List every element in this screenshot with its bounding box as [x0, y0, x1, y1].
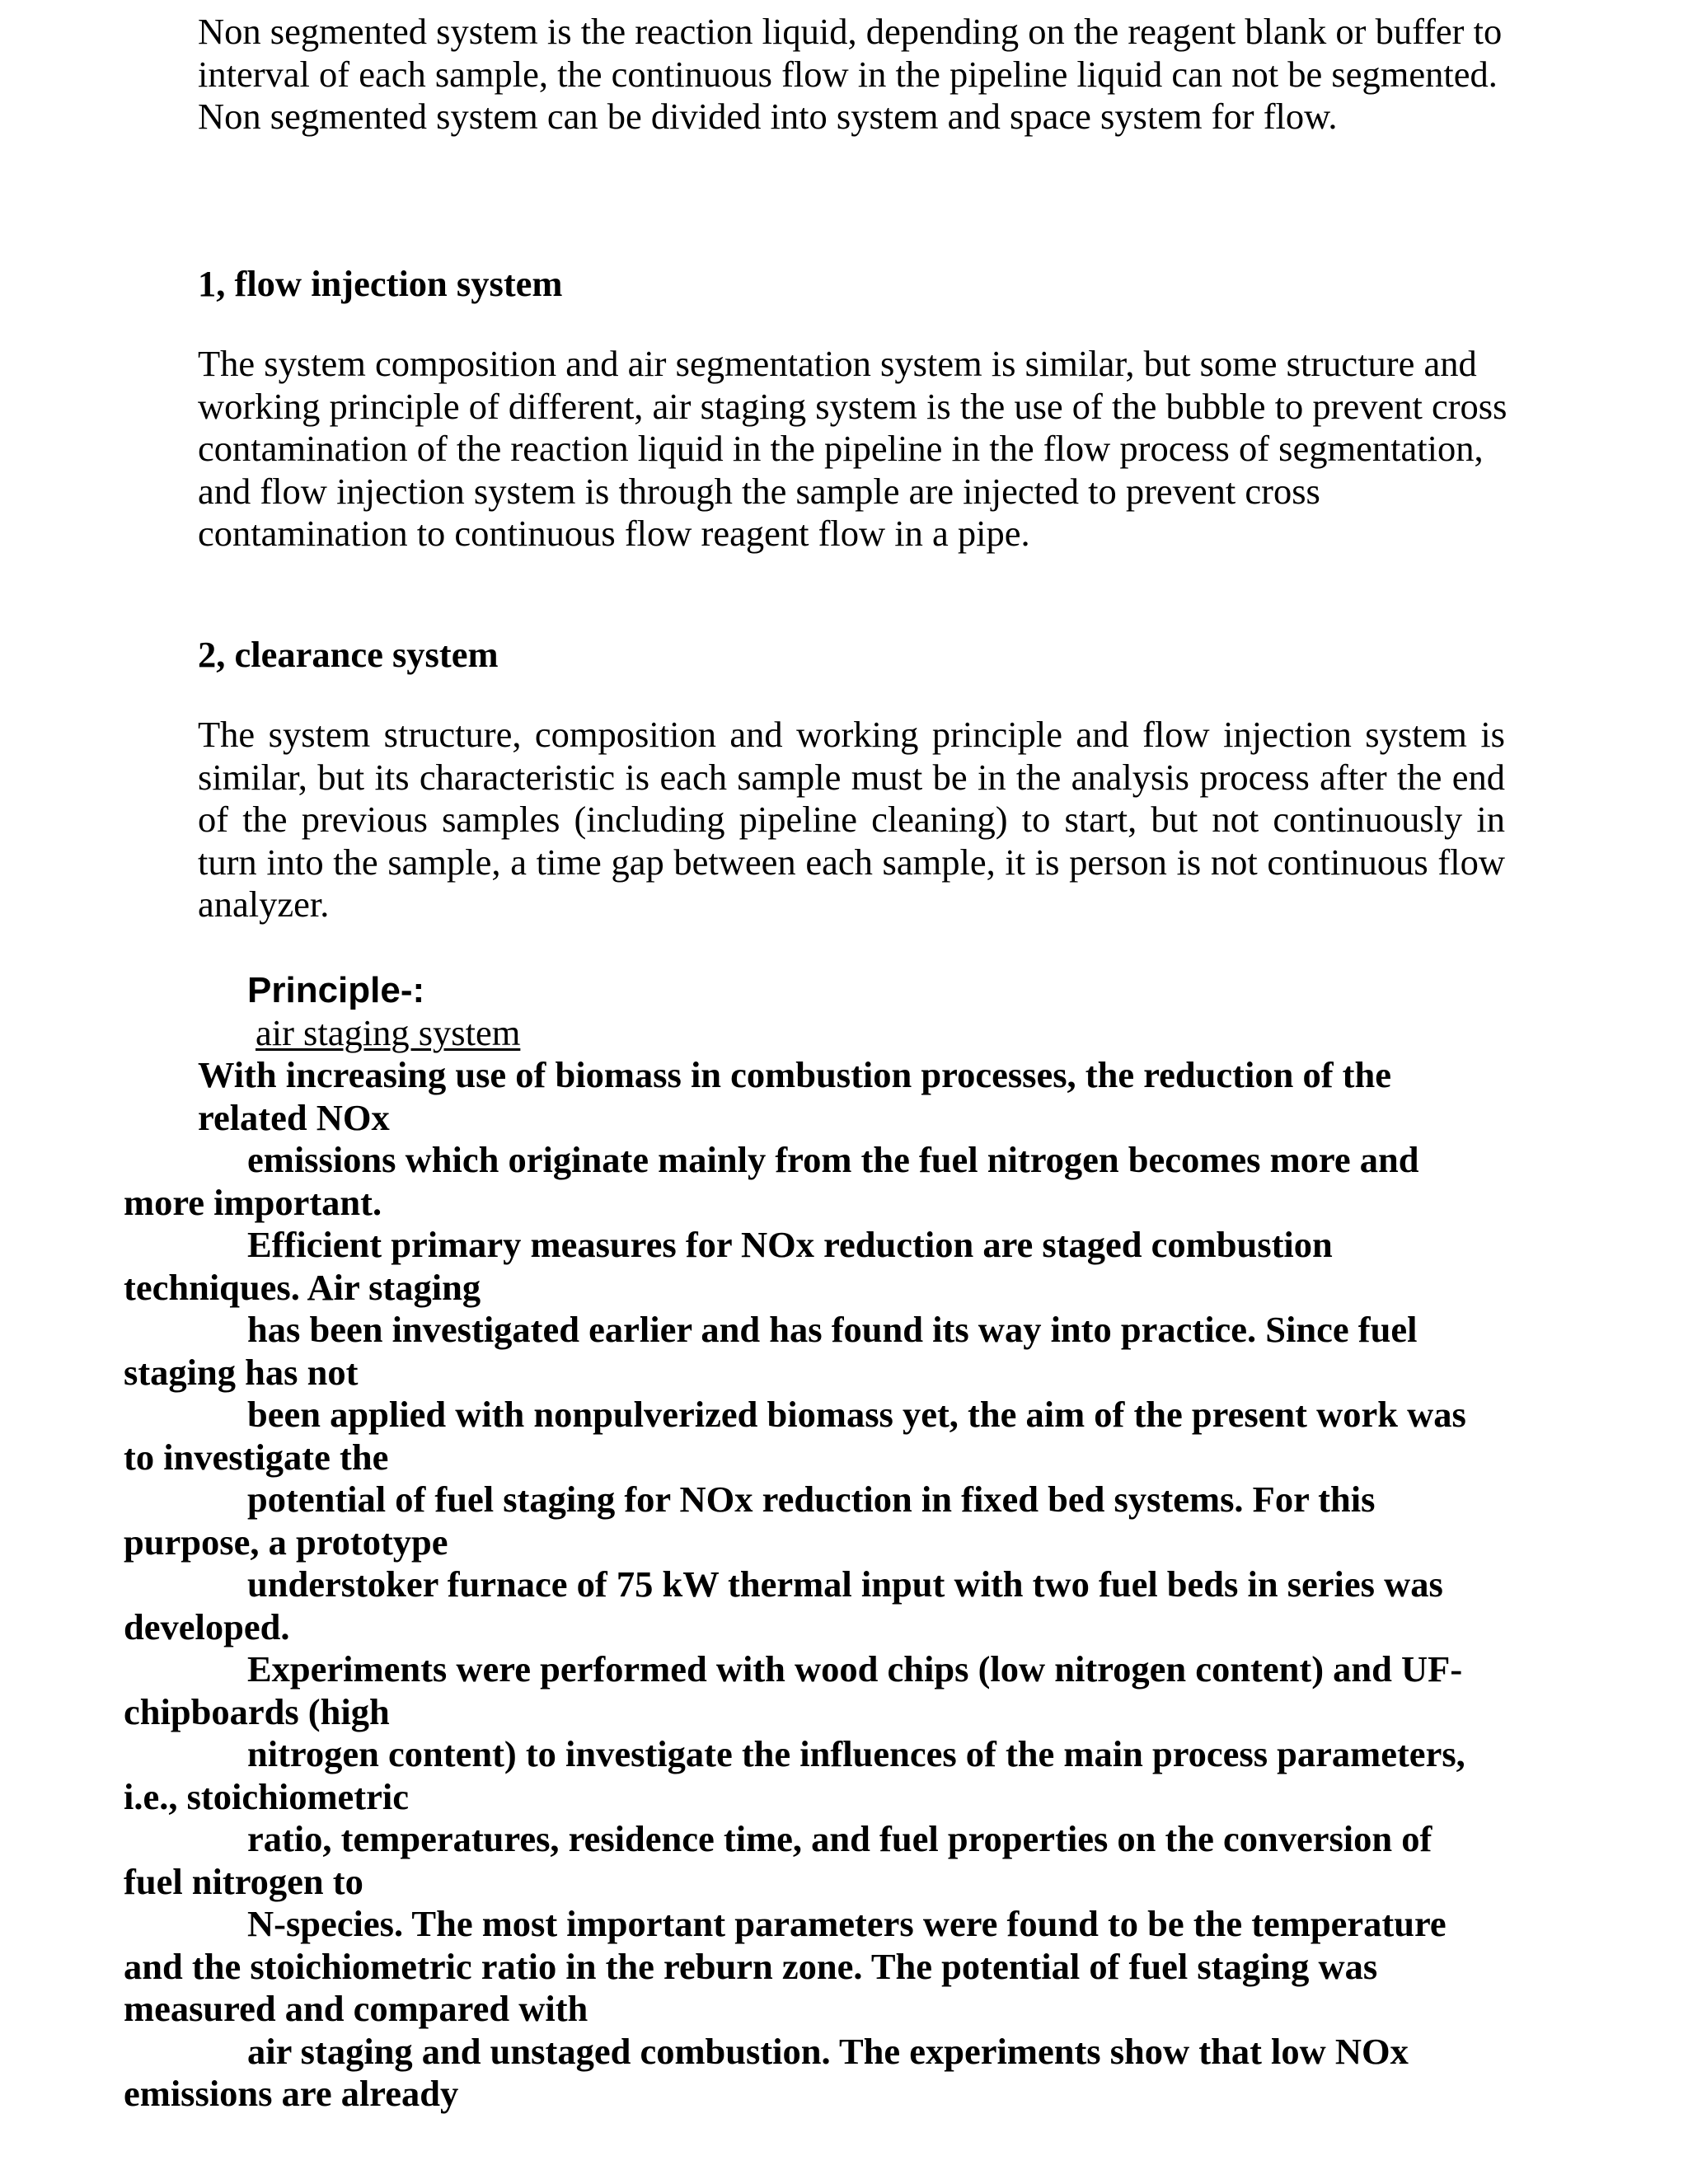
principle-line: emissions are already	[124, 2073, 459, 2114]
intro-paragraph: Non segmented system is the reaction liquid, depending on the reagent blank or buffer to interval of each sample, the continuous flow in the pipeline liquid can not be segmented. Non segmented system can be divided into system and space system for flow.	[198, 11, 1503, 137]
principle-label: Principle-:	[247, 970, 425, 1010]
principle-line: related NOx	[198, 1096, 390, 1138]
principle-line: been applied with nonpulverized biomass yet, the aim of the present work was	[247, 1394, 1466, 1435]
principle-line: With increasing use of biomass in combustion processes, the reduction of the	[198, 1054, 1391, 1095]
section-body-flow-injection: The system composition and air segmentation system is similar, but some structure and working principle of different, air staging system is the use of the bubble to prevent cross contamination of the reaction liquid in the pipeline in the flow process of segmentation, and flow injection system is through the sample are injected to prevent cross contamination to continuous flow reagent flow in a pipe.	[198, 343, 1507, 554]
principle-line: N-species. The most important parameters were found to be the temperature	[247, 1903, 1447, 1944]
principle-line: Experiments were performed with wood chips (low nitrogen content) and UF-	[247, 1648, 1463, 1690]
principle-line: nitrogen content) to investigate the influences of the main process parameters,	[247, 1733, 1465, 1774]
principle-line: emissions which originate mainly from the fuel nitrogen becomes more and	[247, 1139, 1419, 1180]
principle-line: and the stoichiometric ratio in the reburn zone. The potential of fuel staging was	[124, 1945, 1378, 1987]
principle-line: staging has not	[124, 1351, 359, 1393]
principle-line: air staging and unstaged combustion. The experiments show that low NOx	[247, 2030, 1409, 2072]
principle-line: purpose, a prototype	[124, 1521, 448, 1563]
principle-line: Efficient primary measures for NOx reduction are staged combustion	[247, 1224, 1333, 1265]
principle-line: chipboards (high	[124, 1690, 390, 1732]
principle-line: understoker furnace of 75 kW thermal input with two fuel beds in series was	[247, 1563, 1443, 1605]
principle-line: potential of fuel staging for NOx reduction in fixed bed systems. For this	[247, 1479, 1376, 1520]
principle-line: developed.	[124, 1605, 290, 1647]
principle-line: ratio, temperatures, residence time, and fuel properties on the conversion of	[247, 1818, 1432, 1859]
section-heading-flow-injection: 1, flow injection system	[198, 263, 563, 304]
principle-subtitle: air staging system	[256, 1012, 521, 1053]
principle-line: more important.	[124, 1181, 382, 1223]
principle-line: has been investigated earlier and has found its way into practice. Since fuel	[247, 1309, 1418, 1350]
principle-line: to investigate the	[124, 1436, 389, 1478]
principle-line: i.e., stoichiometric	[124, 1775, 409, 1817]
principle-line: measured and compared with	[124, 1988, 588, 2029]
principle-line: fuel nitrogen to	[124, 1860, 363, 1902]
principle-line: techniques. Air staging	[124, 1266, 481, 1308]
principle-body	[0, 1054, 1688, 2116]
section-body-clearance: The system structure, composition and working principle and flow injection system is similar, but its characteristic is each sample must be in the analysis process after the end of the previous samples (including pipeline cleaning) to start, but not continuously in turn into the sample, a time gap between each sample, it is person is not continuous flow analyzer.	[198, 714, 1505, 925]
section-heading-clearance: 2, clearance system	[198, 634, 499, 675]
